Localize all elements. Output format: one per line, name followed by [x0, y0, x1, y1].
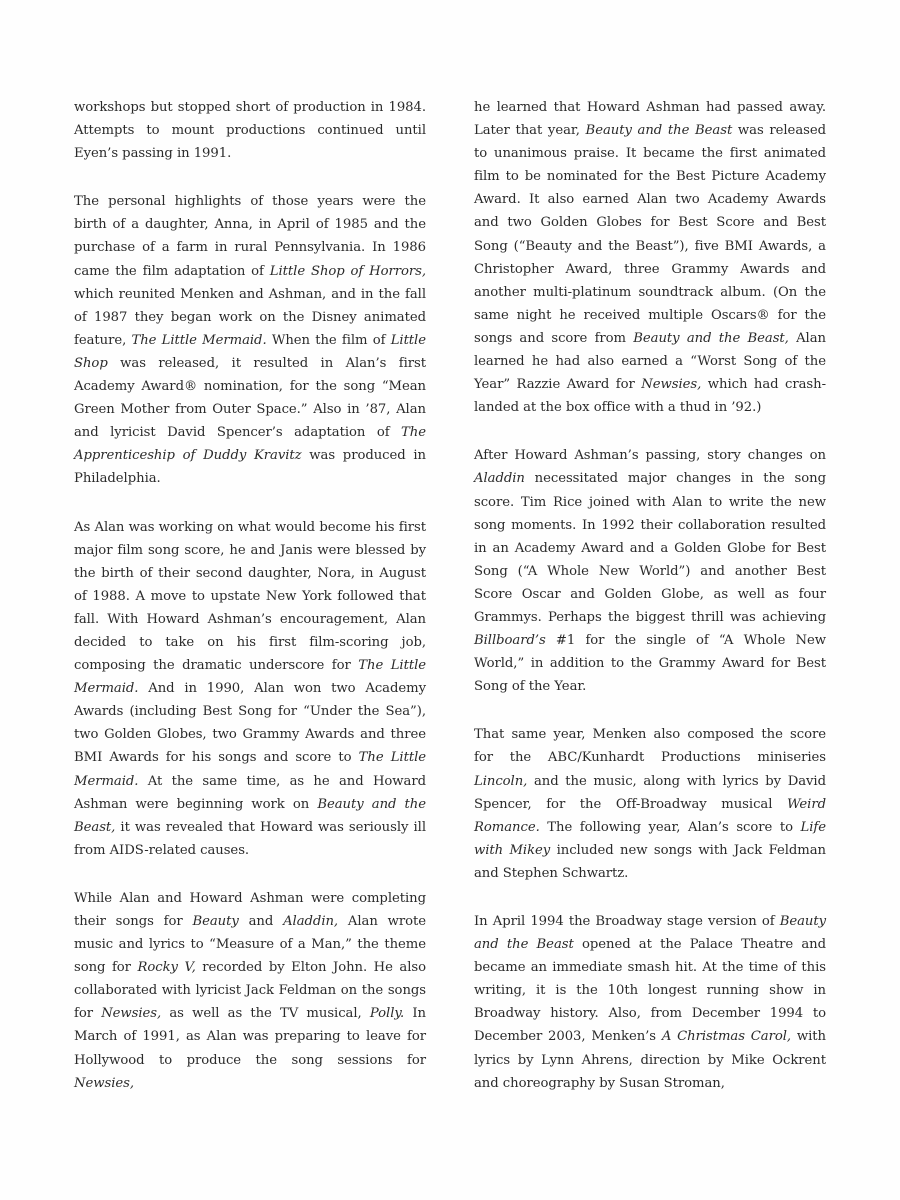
paragraph-text: was released, it resulted in Alan’s first Academy Award® nomination, for the song “Mean Green Mother from Outer Space.” Also in ’87, Alan and lyricist David Spencer’s adaptation of: [74, 355, 426, 441]
paragraph-text: While Alan and Howard Ashman were completing their songs for: [74, 890, 426, 929]
paragraph-text: In March of 1991, as Alan was preparing to leave for Hollywood to produce the song sessions for: [74, 1006, 426, 1068]
right-column: [474, 96, 826, 1120]
italic-title-text: Newsies,: [641, 377, 702, 393]
paragraph-text: #1 for the single of “A Whole New World,” in addition to the Grammy Award for Best Song of the Year.: [474, 633, 826, 695]
paragraph-text: Alan learned he had also earned a “Worst Song of the Year” Razzie Award for: [474, 330, 826, 393]
italic-title-text: Rocky V,: [137, 960, 196, 976]
italic-title-text: Newsies,: [74, 1075, 134, 1091]
italic-title-text: Beauty and the Beast,: [633, 330, 789, 346]
paragraph: [74, 887, 426, 1095]
paragraph: [474, 444, 826, 698]
paragraph: [474, 96, 826, 419]
italic-title-text: Billboard’s: [474, 633, 546, 649]
italic-title-text: Beauty and the Beast: [474, 914, 826, 953]
paragraph-text: And in 1990, Alan won two Academy Awards (including Best Song for “Under the Sea”), two Golden Globes, two Grammy Awards and three BMI Awards for his songs and score to: [74, 681, 426, 766]
paragraph: [74, 516, 426, 862]
paragraph-text: As Alan was working on what would become his first major film song score, he and Janis were blessed by the birth of their second daughter, Nora, in August of 1988. A move to upstate New York followed that fall. With Howard Ashman’s encouragement, Alan decided to take on his first film-scoring job, composing the dramatic underscore for: [74, 519, 426, 674]
italic-title-text: Newsies,: [101, 1006, 162, 1022]
paragraph-text: That same year, Menken also composed the score for the ABC/Kunhardt Productions miniseries: [474, 727, 826, 766]
paragraph-text: and the music, along with lyrics by David Spencer, for the Off-Broadway musical: [474, 773, 826, 812]
paragraph-text: which reunited Menken and Ashman, and in the fall of 1987 they began work on the Disney animated feature,: [74, 286, 426, 348]
italic-title-text: Beauty and the Beast: [585, 123, 733, 139]
italic-title-text: Aladdin,: [283, 914, 339, 929]
paragraph-text: opened at the Palace Theatre and became an immediate smash hit. At the time of this writing, it is the 10th longest running show in Broadway history. Also, from December 1994 to December 2003, Menken’s: [474, 937, 826, 1045]
paragraph-text: At the same time, as he and Howard Ashman were beginning work on: [74, 773, 426, 812]
italic-title-text: Weird Romance.: [474, 796, 826, 835]
paragraph-text: The personal highlights of those years were the birth of a daughter, Anna, in April of 1985 and the purchase of a farm in rural Pennsylvania. In 1986 came the film adaptation of: [74, 194, 426, 279]
paragraph: [474, 723, 826, 885]
italic-title-text: Life with Mikey: [474, 819, 826, 858]
italic-title-text: Polly.: [369, 1006, 405, 1022]
paragraph-text: included new songs with Jack Feldman and Stephen Schwartz.: [474, 842, 826, 881]
paragraph: [474, 910, 826, 1095]
paragraph-text: The following year, Alan’s score to: [539, 819, 801, 835]
italic-title-text: The Little Mermaid.: [131, 332, 267, 348]
italic-title-text: Beauty and the Beast,: [74, 796, 426, 835]
paragraph-text: In April 1994 the Broadway stage version of: [474, 914, 780, 929]
paragraph-text: he learned that Howard Ashman had passed away. Later that year,: [474, 100, 826, 139]
paragraph-text: with lyrics by Lynn Ahrens, direction by Mike Ockrent and choreography by Susan Stroman,: [474, 1029, 826, 1091]
italic-title-text: Little Shop: [74, 332, 426, 371]
paragraph-text: necessitated major changes in the song score. Tim Rice joined with Alan to write the new song moments. In 1992 their collaboration resulted in an Academy Award and a Golden Globe for Best Song (“A Whole New World”) and another Best Score Oscar and Golden Globe, as well as four Grammys. Perhaps the biggest thrill was achieving: [474, 471, 826, 625]
paragraph-text: which had crash-landed at the box office with a thud in ’92.): [474, 377, 827, 416]
italic-title-text: Beauty: [192, 914, 239, 929]
italic-title-text: Aladdin: [474, 471, 525, 487]
paragraph-text: and: [238, 914, 284, 929]
paragraph-text: was produced in Philadelphia.: [74, 448, 426, 487]
paragraph-text: After Howard Ashman’s passing, story changes on: [474, 448, 826, 464]
paragraph-text: was released to unanimous praise. It became the first animated film to be nominated for the Best Picture Academy Award. It also earned Alan two Academy Awards and two Golden Globes for Best Score and Best Song (“Beauty and the Beast”), five BMI Awards, a Christopher Award, three Grammy Awards and another multi-platinum soundtrack album. (On the same night he received multiple Oscars® for the songs and score from: [474, 123, 826, 346]
italic-title-text: The Little Mermaid.: [74, 658, 426, 697]
italic-title-text: The Apprenticeship of Duddy Kravitz: [74, 425, 426, 464]
paragraph: [74, 190, 426, 490]
paragraph-text: it was revealed that Howard was seriously ill from AIDS-related causes.: [74, 819, 426, 858]
paragraph-text: workshops but stopped short of production in 1984. Attempts to mount productions continued until Eyen’s passing in 1991.: [74, 100, 426, 162]
paragraph-text: When the film of: [266, 332, 391, 348]
italic-title-text: The Little Mermaid.: [74, 750, 426, 789]
paragraph-text: recorded by Elton John. He also collaborated with lyricist Jack Feldman on the songs for: [74, 960, 426, 1022]
paragraph-text: Alan wrote music and lyrics to “Measure of a Man,” the theme song for: [74, 914, 426, 976]
italic-title-text: Lincoln,: [474, 773, 528, 789]
paragraph-text: as well as the TV musical,: [161, 1006, 370, 1022]
left-column: [74, 96, 426, 1120]
paragraph: [74, 96, 426, 165]
italic-title-text: A Christmas Carol,: [661, 1029, 792, 1045]
italic-title-text: Little Shop of Horrors,: [269, 263, 426, 279]
